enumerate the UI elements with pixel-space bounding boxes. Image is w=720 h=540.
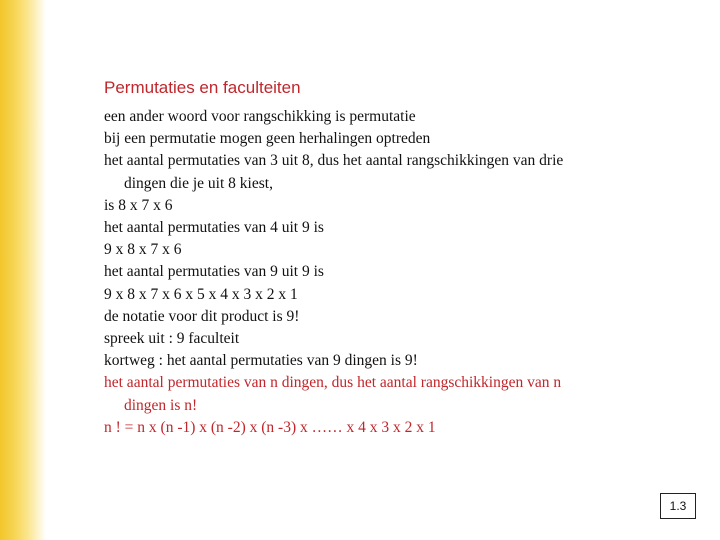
body-line-4: dingen die je uit 8 kiest,: [124, 174, 273, 192]
body-line-10: de notatie voor dit product is 9!: [104, 307, 300, 325]
body-line-14: dingen is n!: [124, 396, 198, 414]
slide-body: [104, 106, 644, 439]
body-line-9: 9 x 8 x 7 x 6 x 5 x 4 x 3 x 2 x 1: [104, 285, 298, 303]
body-line-8: het aantal permutaties van 9 uit 9 is: [104, 263, 324, 281]
body-line-3: het aantal permutaties van 3 uit 8, dus het aantal rangschikkingen van drie: [104, 152, 564, 170]
body-line-1: een ander woord voor rangschikking is permutatie: [104, 108, 416, 125]
body-line-6: het aantal permutaties van 4 uit 9 is: [104, 219, 324, 237]
body-line-13: het aantal permutaties van n dingen, dus het aantal rangschikkingen van n: [104, 374, 562, 392]
decorative-side-bar: [0, 0, 46, 540]
body-line-15: n ! = n x (n -1) x (n -2) x (n -3) x …… x 4 x 3 x 2 x 1: [104, 418, 436, 436]
body-line-2: bij een permutatie mogen geen herhalingen optreden: [104, 130, 431, 148]
body-line-5: is 8 x 7 x 6: [104, 196, 173, 214]
slide-title: Permutaties en faculteiten: [104, 78, 301, 97]
page-number: 1.3: [660, 493, 696, 519]
body-line-7: 9 x 8 x 7 x 6: [104, 241, 182, 259]
body-line-12: kortweg : het aantal permutaties van 9 dingen is 9!: [104, 352, 418, 370]
body-line-11: spreek uit : 9 faculteit: [104, 330, 240, 348]
